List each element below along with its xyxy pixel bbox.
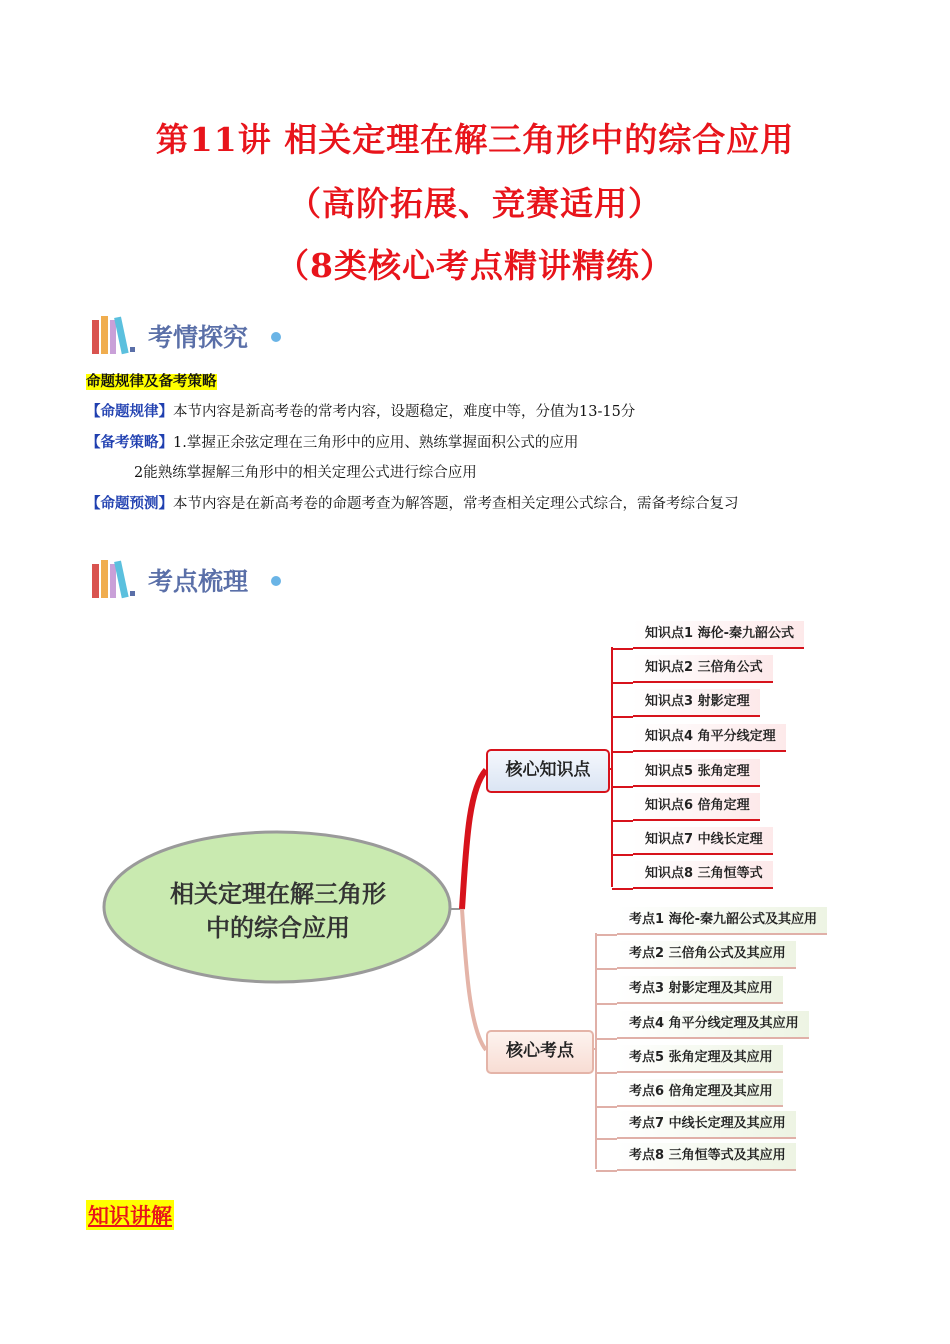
knowledge-item: 知识点1 海伦-秦九韶公式 <box>633 621 804 649</box>
mindmap-root <box>110 877 446 945</box>
info-text: 2能熟练掌握解三角形中的相关定理公式进行综合应用 <box>134 465 477 481</box>
branch-core-knowledge: 核心知识点 <box>486 749 610 793</box>
exam-point-item: 考点3 射影定理及其应用 <box>617 976 783 1004</box>
doc-title-line1: 第11讲 相关定理在解三角形中的综合应用 <box>155 120 795 159</box>
info-text: 1.掌握正余弦定理在三角形中的应用、熟练掌握面积公式的应用 <box>173 435 579 451</box>
exam-point-item: 考点1 海伦-秦九韶公式及其应用 <box>617 907 827 935</box>
knowledge-item: 知识点8 三角恒等式 <box>633 861 773 889</box>
root-line: 中的综合应用 <box>206 914 350 942</box>
knowledge-explanation-heading: 知识讲解 <box>86 1200 174 1230</box>
info-tag: 【备考策略】 <box>86 435 173 451</box>
exam-point-item: 考点7 中线长定理及其应用 <box>617 1111 796 1139</box>
knowledge-item: 知识点3 射影定理 <box>633 689 760 717</box>
section-title: 考点梳理 <box>148 567 249 596</box>
info-tag: 【命题预测】 <box>86 496 173 512</box>
doc-title-line3: （8类核心考点精讲精练） <box>276 246 674 285</box>
knowledge-item: 知识点6 倍角定理 <box>633 793 760 821</box>
doc-title-line2: （高阶拓展、竞赛适用） <box>288 184 662 223</box>
knowledge-item: 知识点2 三倍角公式 <box>633 655 773 683</box>
branch-connector-knowledge <box>462 770 486 909</box>
branch-core-points: 核心考点 <box>486 1030 594 1074</box>
knowledge-item: 知识点5 张角定理 <box>633 759 760 787</box>
exam-point-item: 考点2 三倍角公式及其应用 <box>617 941 796 969</box>
highlighted-subtitle: 命题规律及备考策略 <box>86 374 217 390</box>
info-text: 本节内容是新高考卷的常考内容，设题稳定，难度中等，分值为13-15分 <box>173 404 636 420</box>
info-text: 本节内容是在新高考卷的命题考查为解答题，常考查相关定理公式综合，需备考综合复习 <box>173 496 739 512</box>
info-tag: 【命题规律】 <box>86 404 173 420</box>
exam-point-item: 考点4 角平分线定理及其应用 <box>617 1011 809 1039</box>
section-title: 考情探究 <box>148 323 249 352</box>
knowledge-item: 知识点4 角平分线定理 <box>633 724 786 752</box>
knowledge-item: 知识点7 中线长定理 <box>633 827 773 855</box>
exam-point-item: 考点8 三角恒等式及其应用 <box>617 1143 796 1171</box>
exam-point-item: 考点6 倍角定理及其应用 <box>617 1079 783 1107</box>
exam-point-item: 考点5 张角定理及其应用 <box>617 1045 783 1073</box>
root-line: 相关定理在解三角形 <box>170 880 386 908</box>
branch-connector-points <box>462 909 486 1050</box>
